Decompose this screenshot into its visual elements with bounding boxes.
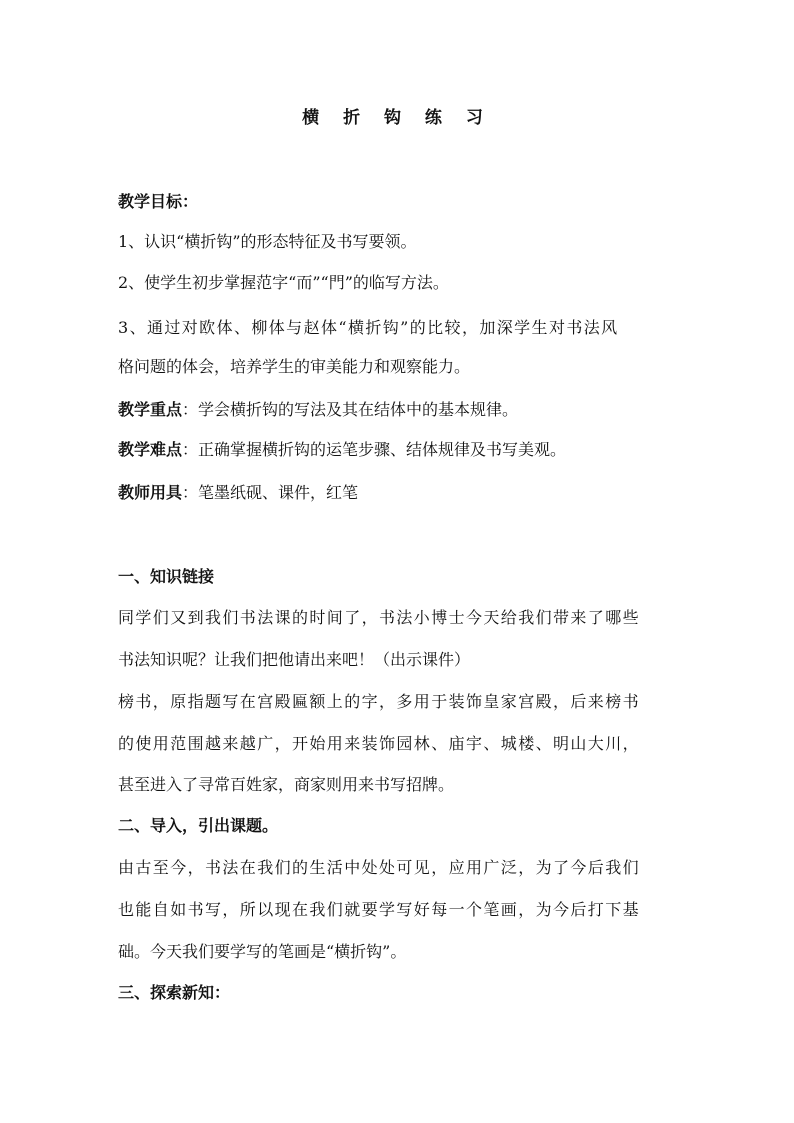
section-1-heading: 一、知识链接 (118, 567, 215, 586)
key-point-text: ：学会横折钩的写法及其在结体中的基本规律。 (182, 400, 519, 419)
objective-item-2: 2、使学生初步掌握范字“而”“門”的临写方法。 (118, 273, 449, 292)
difficulty-label: 教学难点 (118, 440, 183, 459)
teacher-tools (118, 481, 358, 505)
section-2-line: 也能自如书写，所以现在我们就要学写好每一个笔画，为今后打下基 (118, 900, 641, 919)
section-2-line: 由古至今，书法在我们的生活中处处可见，应用广泛，为了今后我们 (118, 858, 641, 877)
section-1-line: 甚至进入了寻常百姓家，商家则用来书写招牌。 (118, 775, 455, 794)
objective-item-3: 3、通过对欧体、柳体与赵体“横折钩”的比较，加深学生对书法风 (118, 318, 619, 337)
section-2-line: 础。今天我们要学写的笔画是“横折钩”。 (118, 942, 407, 961)
objective-item-1: 1、认识“横折钩”的形态特征及书写要领。 (118, 232, 417, 251)
objective-item-3-cont: 格问题的体会，培养学生的审美能力和观察能力。 (118, 357, 471, 376)
key-point-label: 教学重点 (118, 400, 183, 419)
section-2-heading: 二、导入，引出课题。 (118, 816, 279, 835)
section-1-line: 同学们又到我们书法课的时间了，书法小博士今天给我们带来了哪些 (118, 608, 641, 627)
section-1-line: 榜书，原指题写在宫殿匾额上的字，多用于装饰皇家宫殿，后来榜书 (118, 692, 641, 711)
tools-label: 教师用具 (118, 483, 183, 502)
section-1-line: 的使用范围越来越广，开始用来装饰园林、庙宇、城楼、明山大川， (118, 734, 641, 753)
section-1-line: 书法知识呢？让我们把他请出来吧！（出示课件） (118, 650, 471, 669)
objectives-heading: 教学目标： (118, 192, 199, 211)
tools-text: ：笔墨纸砚、课件，红笔 (182, 483, 359, 502)
difficulty (118, 438, 566, 462)
document-title: 横 折 钩 练 习 (302, 108, 492, 128)
section-3-heading: 三、探索新知： (118, 983, 231, 1002)
difficulty-text: ：正确掌握横折钩的运笔步骤、结体规律及书写美观。 (182, 440, 567, 459)
key-point (118, 398, 518, 422)
